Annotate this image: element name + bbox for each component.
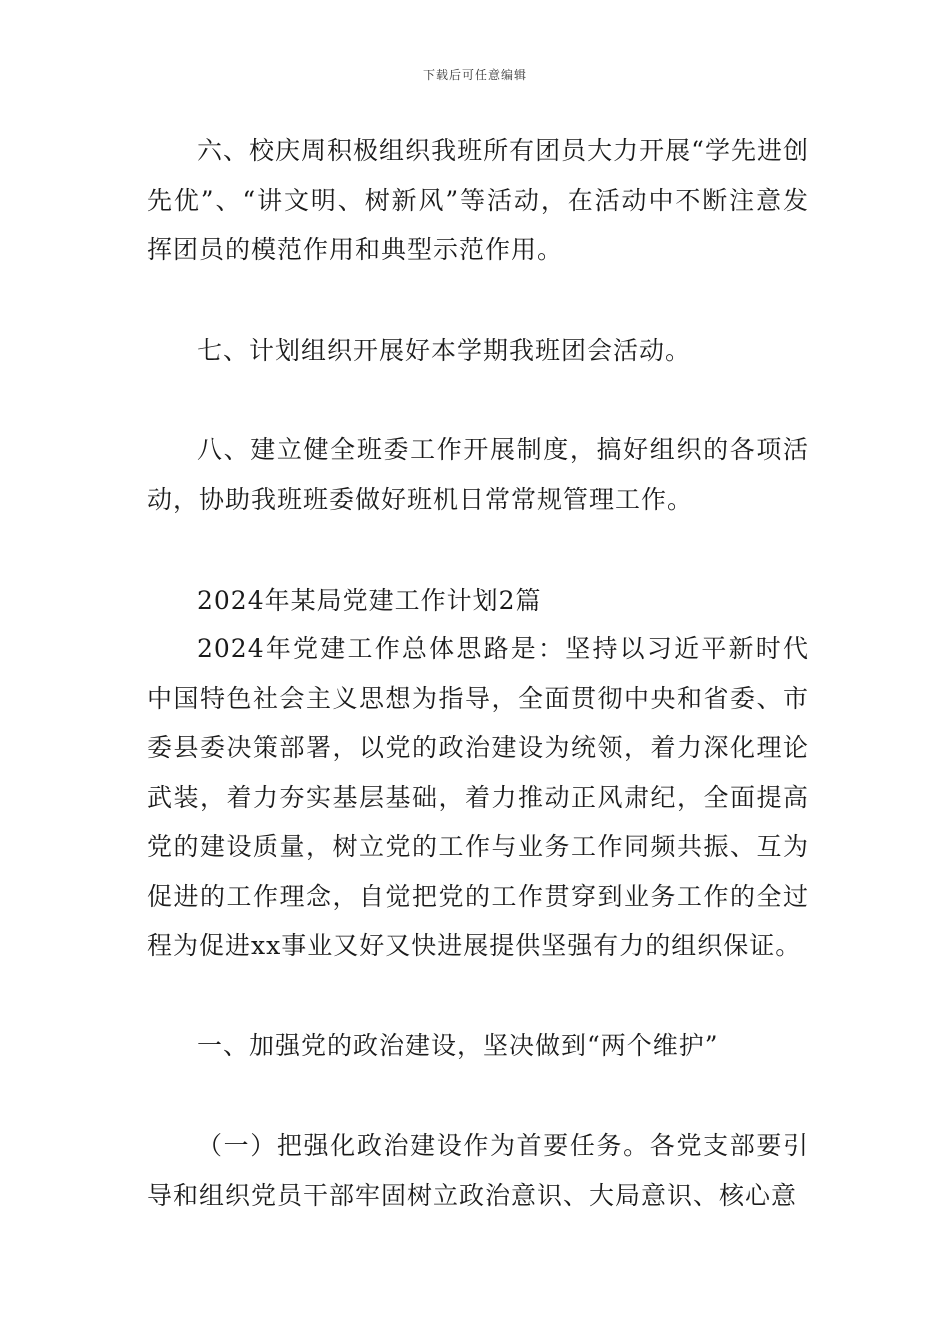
section-heading-one: 一、加强党的政治建设，坚决做到“两个维护” (197, 1031, 719, 1060)
paragraph-subsection-one: （一）把强化政治建设作为首要任务。各党支部要引导和组织党员干部牢固树立政治意识、大局意识、核心意 (147, 1131, 809, 1210)
document-title: 2024年某局党建工作计划2篇 (197, 586, 542, 615)
page-header: 下载后可任意编辑 (422, 68, 527, 82)
paragraph-eight: 八、建立健全班委工作开展制度，搞好组织的各项活动，协助我班班委做好班机日常常规管理工作。 (147, 435, 809, 514)
paragraph-intro: 2024年党建工作总体思路是：坚持以习近平新时代中国特色社会主义思想为指导，全面贯彻中央和省委、市委县委决策部署，以党的政治建设为统领，着力深化理论武装，着力夯实基层基础，着力推动正风肃纪，全面提高党的建设质量，树立党的工作与业务工作同频共振、互为促进的工作理念，自觉把党的工作贯穿到业务工作的全过程为促进xx事业又好又快进展提供坚强有力的组织保证。 (147, 634, 809, 960)
paragraph-seven: 七、计划组织开展好本学期我班团会活动。 (197, 336, 692, 365)
paragraph-six: 六、校庆周积极组织我班所有团员大力开展“学先进创先优”、“讲文明、树新风”等活动，在活动中不断注意发挥团员的模范作用和典型示范作用。 (147, 136, 809, 264)
